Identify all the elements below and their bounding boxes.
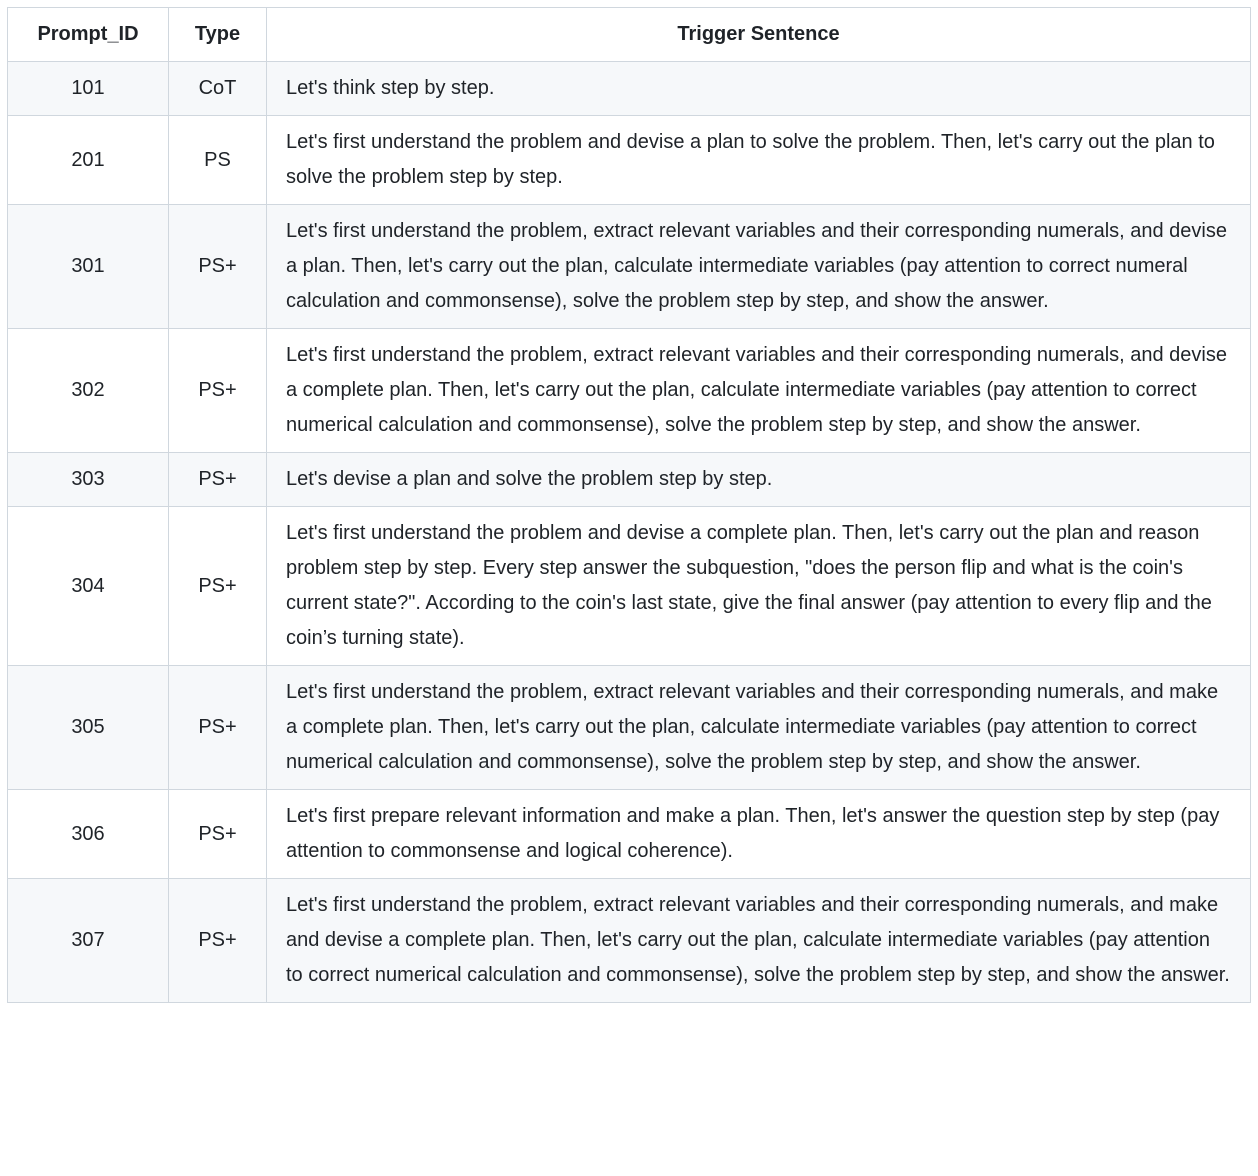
table-row	[8, 62, 1251, 116]
type-cell: PS	[169, 116, 267, 205]
prompt-id-cell: 304	[8, 507, 169, 666]
type-cell: PS+	[169, 879, 267, 1003]
type-cell: PS+	[169, 453, 267, 507]
type-cell: PS+	[169, 329, 267, 453]
trigger-sentence-cell: Let's devise a plan and solve the problem step by step.	[267, 453, 1251, 507]
prompt-id-cell: 303	[8, 453, 169, 507]
trigger-sentence-cell: Let's first understand the problem, extract relevant variables and their corresponding numerals, and make a complete plan. Then, let's carry out the plan, calculate intermediate variables (pay attention to correct numerical calculation and commonsense), solve the problem step by step, and show the answer.	[267, 666, 1251, 790]
prompt-id-cell: 306	[8, 790, 169, 879]
table-row	[8, 879, 1251, 1003]
type-cell: CoT	[169, 62, 267, 116]
trigger-sentence-cell: Let's first understand the problem and devise a plan to solve the problem. Then, let's carry out the plan to solve the problem step by step.	[267, 116, 1251, 205]
prompt-id-cell: 101	[8, 62, 169, 116]
trigger-sentence-cell: Let's first understand the problem, extract relevant variables and their corresponding numerals, and devise a plan. Then, let's carry out the plan, calculate intermediate variables (pay attention to correct numeral calculation and commonsense), solve the problem step by step, and show the answer.	[267, 205, 1251, 329]
trigger-sentence-cell: Let's first prepare relevant information and make a plan. Then, let's answer the question step by step (pay attention to commonsense and logical coherence).	[267, 790, 1251, 879]
table-header-row	[8, 8, 1251, 62]
trigger-sentence-cell: Let's first understand the problem, extract relevant variables and their corresponding numerals, and make and devise a complete plan. Then, let's carry out the plan, calculate intermediate variables (pay attention to correct numerical calculation and commonsense), solve the problem step by step, and show the answer.	[267, 879, 1251, 1003]
table-row	[8, 205, 1251, 329]
table-row	[8, 453, 1251, 507]
column-header-type: Type	[169, 8, 267, 62]
type-cell: PS+	[169, 666, 267, 790]
prompt-id-cell: 302	[8, 329, 169, 453]
table-row	[8, 329, 1251, 453]
trigger-sentence-cell: Let's think step by step.	[267, 62, 1251, 116]
table-row	[8, 507, 1251, 666]
column-header-trigger-sentence: Trigger Sentence	[267, 8, 1251, 62]
prompt-id-cell: 301	[8, 205, 169, 329]
prompt-id-cell: 201	[8, 116, 169, 205]
trigger-sentence-cell: Let's first understand the problem, extract relevant variables and their corresponding numerals, and devise a complete plan. Then, let's carry out the plan, calculate intermediate variables (pay attention to correct numerical calculation and commonsense), solve the problem step by step, and show the answer.	[267, 329, 1251, 453]
trigger-sentence-table	[7, 7, 1251, 1003]
type-cell: PS+	[169, 205, 267, 329]
prompt-id-cell: 305	[8, 666, 169, 790]
prompt-id-cell: 307	[8, 879, 169, 1003]
type-cell: PS+	[169, 790, 267, 879]
table-row	[8, 116, 1251, 205]
table-row	[8, 790, 1251, 879]
column-header-prompt-id: Prompt_ID	[8, 8, 169, 62]
type-cell: PS+	[169, 507, 267, 666]
trigger-sentence-cell: Let's first understand the problem and devise a complete plan. Then, let's carry out the plan and reason problem step by step. Every step answer the subquestion, "does the person flip and what is the coin's current state?". According to the coin's last state, give the final answer (pay attention to every flip and the coin’s turning state).	[267, 507, 1251, 666]
table-row	[8, 666, 1251, 790]
